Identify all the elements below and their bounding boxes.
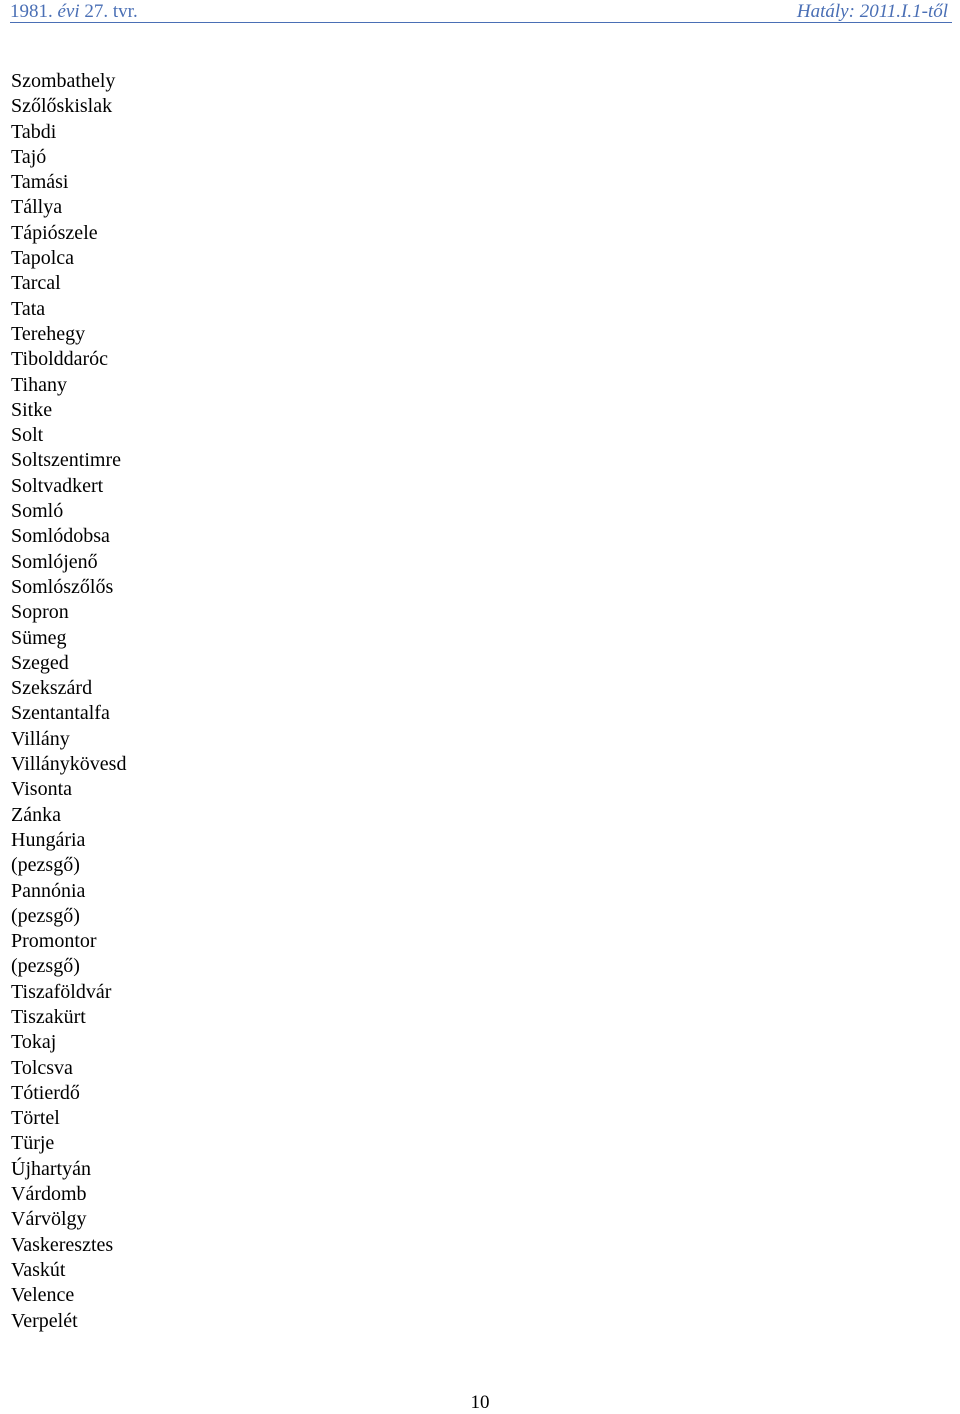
list-item: (pezsgő) [11, 904, 80, 927]
effective-date: Hatály: 2011.I.1-től [796, 1, 948, 22]
list-item: Tokaj [11, 1031, 57, 1054]
list-item: Solt [11, 424, 44, 447]
list-item: Várdomb [11, 1183, 87, 1206]
place-name-list [11, 69, 126, 1334]
list-item: Szőlőskislak [11, 95, 113, 118]
list-item: Várvölgy [11, 1208, 87, 1231]
list-item: Sitke [11, 398, 53, 421]
list-item: Pannónia [11, 879, 86, 902]
list-item: Tabdi [11, 120, 57, 143]
page-header [0, 0, 960, 24]
list-item: Tolcsva [11, 1056, 73, 1079]
list-item: Tajó [11, 145, 47, 168]
list-item: (pezsgő) [11, 854, 80, 877]
list-item: Somlószőlős [11, 575, 114, 598]
list-item: Verpelét [11, 1309, 78, 1332]
list-item: Tiszakürt [11, 1005, 86, 1028]
list-item: Villánykövesd [11, 753, 127, 776]
list-item: Somlódobsa [11, 525, 110, 548]
list-item: (pezsgő) [11, 955, 80, 978]
list-item: Törtel [11, 1107, 60, 1130]
list-item: Szeged [11, 651, 69, 674]
list-item: Vaskeresztes [11, 1233, 114, 1256]
law-year: 1981. [10, 1, 53, 22]
law-type: évi [57, 1, 80, 22]
list-item: Tibolddaróc [11, 348, 109, 371]
list-item: Visonta [11, 778, 73, 801]
list-item: Sopron [11, 601, 69, 624]
list-item: Tihany [11, 373, 67, 396]
list-item: Tata [11, 297, 46, 320]
list-item: Promontor [11, 930, 97, 953]
list-item: Somló [11, 500, 64, 523]
list-item: Somlójenő [11, 550, 98, 573]
list-item: Tápiószele [11, 221, 98, 244]
list-item: Villány [11, 727, 70, 750]
list-item: Tapolca [11, 247, 75, 270]
law-reference [10, 1, 138, 23]
list-item: Zánka [11, 803, 61, 826]
list-item: Tállya [11, 196, 63, 219]
list-item: Hungária [11, 828, 86, 851]
list-item: Vaskút [11, 1258, 66, 1281]
list-item: Soltvadkert [11, 474, 104, 497]
list-item: Soltszentimre [11, 449, 121, 472]
list-item: Szentantalfa [11, 702, 110, 725]
list-item: Szekszárd [11, 677, 93, 700]
list-item: Terehegy [11, 322, 86, 345]
list-item: Újhartyán [11, 1157, 91, 1180]
list-item: Tamási [11, 171, 69, 194]
law-number: 27. tvr. [84, 1, 138, 22]
list-item: Türje [11, 1132, 55, 1155]
list-item: Tótierdő [11, 1081, 80, 1104]
list-item: Sümeg [11, 626, 67, 649]
list-item: Szombathely [11, 70, 116, 92]
list-item: Tarcal [11, 272, 61, 295]
page-number: 10 [470, 1392, 490, 1413]
list-item: Tiszaföldvár [11, 980, 112, 1003]
list-item: Velence [11, 1284, 75, 1307]
header-divider [10, 22, 952, 23]
